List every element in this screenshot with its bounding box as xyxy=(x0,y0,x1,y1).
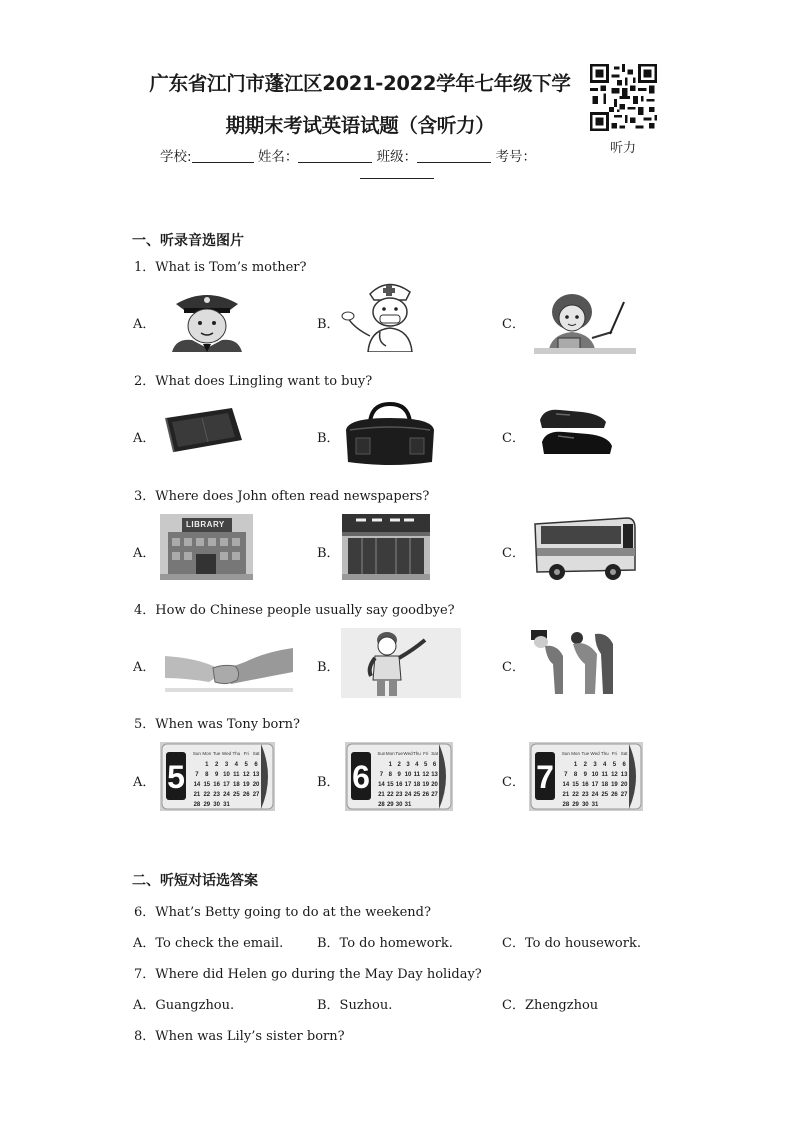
calendar-weekday: Sun xyxy=(561,751,570,756)
question-6: 6．What’s Betty going to do at the weekend? xyxy=(134,905,431,920)
calendar-weekday: Thu xyxy=(600,751,609,756)
calendar-day: 18 xyxy=(233,782,240,788)
calendar-day: 23 xyxy=(395,792,403,798)
calendar-day: 26 xyxy=(242,792,250,798)
option-b-label: B． xyxy=(317,431,340,446)
doctor-picture[interactable] xyxy=(340,278,428,352)
calendar-day: 28 xyxy=(562,802,570,808)
calendar-day: 27 xyxy=(620,792,628,798)
calendar-day: 8 xyxy=(388,772,392,778)
calendar-day: 29 xyxy=(386,802,394,808)
handshake-picture[interactable] xyxy=(165,638,293,692)
bowing-picture[interactable] xyxy=(525,630,625,694)
calendar-day: 24 xyxy=(591,792,599,798)
calendar-day: 23 xyxy=(213,792,220,798)
calendar-day: 10 xyxy=(223,772,230,778)
calendar-day: 26 xyxy=(422,792,430,798)
calendar-day: 21 xyxy=(562,792,570,798)
id-label: 考号： xyxy=(495,149,536,165)
calendar-day: 22 xyxy=(386,792,394,798)
calendar-day: 14 xyxy=(193,782,201,788)
option-c-label: C． xyxy=(502,546,525,561)
calendar-day: 24 xyxy=(404,792,412,798)
name-field[interactable] xyxy=(298,148,372,163)
calendar-6-picture[interactable] xyxy=(345,742,453,811)
question-4: 4．How do Chinese people usually say goodbye? xyxy=(134,603,455,618)
bag-picture[interactable] xyxy=(342,400,438,468)
q7-option-c[interactable]: C．Zhengzhou xyxy=(502,998,599,1013)
calendar-weekday: Thu xyxy=(412,751,421,756)
student-info xyxy=(160,145,536,165)
calendar-weekday: Mon xyxy=(385,751,395,756)
calendar-day: 17 xyxy=(223,782,230,788)
calendar-day: 29 xyxy=(203,802,211,808)
calendar-day: 15 xyxy=(572,782,579,788)
option-b-label: B． xyxy=(317,546,340,561)
calendar-day: 18 xyxy=(601,782,609,788)
calendar-weekday: Mon xyxy=(202,751,212,756)
calendar-day: 19 xyxy=(422,782,430,788)
calendar-day: 9 xyxy=(397,772,401,778)
wallet-picture[interactable] xyxy=(162,404,246,456)
option-a-label: A． xyxy=(133,317,156,332)
calendar-day: 12 xyxy=(242,772,250,778)
calendar-day: 9 xyxy=(214,772,219,778)
calendar-day: 19 xyxy=(611,782,618,788)
calendar-day: 30 xyxy=(581,802,589,808)
calendar-weekday: Thu xyxy=(232,751,241,756)
calendar-day: 31 xyxy=(404,802,412,808)
calendar-day: 14 xyxy=(378,782,385,788)
calendar-weekday: Fri xyxy=(423,751,429,756)
calendar-day: 6 xyxy=(622,762,626,768)
question-5: 5．When was Tony born? xyxy=(134,717,300,732)
calendar-weekday: Wed xyxy=(590,751,600,756)
calendar-weekday: Tue xyxy=(212,751,221,756)
q7-option-a[interactable]: A．Guangzhou. xyxy=(133,998,235,1013)
calendar-day: 6 xyxy=(432,762,437,768)
waving-picture[interactable] xyxy=(341,628,461,698)
question-2: 2．What does Lingling want to buy? xyxy=(134,374,373,389)
calendar-day: 23 xyxy=(581,792,589,798)
option-c-label: C． xyxy=(502,660,525,675)
question-3: 3．Where does John often read newspapers? xyxy=(134,489,430,504)
bookstore-picture[interactable] xyxy=(342,514,430,580)
calendar-day: 30 xyxy=(395,802,403,808)
q6-option-b[interactable]: B．To do homework. xyxy=(317,936,453,951)
calendar-day: 30 xyxy=(213,802,220,808)
calendar-day: 13 xyxy=(252,772,260,778)
calendar-day: 25 xyxy=(413,792,421,798)
calendar-day: 2 xyxy=(583,762,587,768)
calendar-day: 7 xyxy=(195,772,199,778)
calendar-5-picture[interactable] xyxy=(160,742,275,811)
calendar-day: 21 xyxy=(193,792,201,798)
calendar-day: 8 xyxy=(573,772,578,778)
option-a-label: A． xyxy=(133,431,156,446)
calendar-day: 12 xyxy=(611,772,618,778)
calendar-day: 3 xyxy=(224,762,229,768)
calendar-day: 16 xyxy=(581,782,589,788)
calendar-month-number: 6 xyxy=(352,759,370,795)
calendar-day: 15 xyxy=(386,782,394,788)
calendar-day: 24 xyxy=(223,792,230,798)
calendar-day: 13 xyxy=(620,772,628,778)
section1-title: 一、听录音选图片 xyxy=(132,233,244,249)
calendar-weekday: Tue xyxy=(581,751,590,756)
calendar-day: 22 xyxy=(203,792,211,798)
calendar-day: 12 xyxy=(422,772,430,778)
calendar-day: 4 xyxy=(234,762,239,768)
calendar-day: 9 xyxy=(583,772,587,778)
calendar-weekday: Sun xyxy=(192,751,201,756)
police-officer-picture[interactable] xyxy=(168,288,246,352)
calendar-day: 5 xyxy=(244,762,248,768)
calendar-weekday: Sat xyxy=(620,751,628,756)
calendar-day: 31 xyxy=(591,802,599,808)
calendar-day: 27 xyxy=(252,792,260,798)
calendar-day: 4 xyxy=(603,762,607,768)
school-field[interactable] xyxy=(192,148,254,163)
option-b-label: B． xyxy=(317,660,340,675)
class-label: 班级： xyxy=(376,149,418,165)
calendar-day: 10 xyxy=(404,772,412,778)
calendar-weekday: Sat xyxy=(252,751,260,756)
calendar-day: 6 xyxy=(254,762,258,768)
calendar-day: 2 xyxy=(214,762,219,768)
question-8: 8．When was Lily’s sister born? xyxy=(134,1029,345,1044)
name-label: 姓名： xyxy=(257,149,299,165)
library-sign: LIBRARY xyxy=(186,520,225,529)
calendar-weekday: Fri xyxy=(243,751,249,756)
calendar-day: 11 xyxy=(233,772,240,778)
section2-title: 二、听短对话选答案 xyxy=(132,873,258,889)
bus-picture[interactable] xyxy=(533,514,637,582)
option-b-label: B． xyxy=(317,775,340,790)
calendar-day: 18 xyxy=(413,782,421,788)
option-c-label: C． xyxy=(502,775,525,790)
calendar-day: 20 xyxy=(620,782,628,788)
id-field[interactable] xyxy=(360,178,434,179)
question-1: 1．What is Tom’s mother? xyxy=(134,260,307,275)
library-picture[interactable] xyxy=(160,514,253,580)
calendar-day: 20 xyxy=(252,782,260,788)
qr-label: 听力 xyxy=(610,141,637,156)
calendar-day: 1 xyxy=(573,762,578,768)
qr-code-icon xyxy=(590,64,657,131)
option-c-label: C． xyxy=(502,431,525,446)
calendar-day: 19 xyxy=(242,782,250,788)
page-title-line1: 广东省江门市蓬江区2021-2022学年七年级下学 xyxy=(149,72,571,95)
calendar-weekday: Wed xyxy=(403,751,413,756)
calendar-day: 25 xyxy=(601,792,609,798)
teacher-picture[interactable] xyxy=(534,292,636,354)
calendar-day: 4 xyxy=(415,762,419,768)
calendar-day: 11 xyxy=(601,772,608,778)
calendar-day: 21 xyxy=(378,792,385,798)
calendar-day: 16 xyxy=(213,782,220,788)
calendar-weekday: Mon xyxy=(571,751,580,756)
calendar-day: 28 xyxy=(378,802,385,808)
question-7: 7．Where did Helen go during the May Day holiday? xyxy=(134,967,482,982)
option-a-label: A． xyxy=(133,775,156,790)
calendar-day: 14 xyxy=(562,782,570,788)
calendar-month-number: 5 xyxy=(167,759,185,795)
calendar-day: 20 xyxy=(431,782,438,788)
option-a-label: A． xyxy=(133,546,156,561)
calendar-day: 2 xyxy=(397,762,401,768)
calendar-day: 7 xyxy=(379,772,384,778)
calendar-day: 15 xyxy=(203,782,211,788)
calendar-day: 11 xyxy=(413,772,421,778)
calendar-day: 3 xyxy=(593,762,597,768)
class-field[interactable] xyxy=(417,148,491,163)
calendar-day: 22 xyxy=(572,792,579,798)
option-b-label: B． xyxy=(317,317,340,332)
calendar-day: 25 xyxy=(233,792,240,798)
q6-option-c[interactable]: C．To do housework. xyxy=(502,936,641,951)
calendar-day: 8 xyxy=(205,772,209,778)
calendar-day: 31 xyxy=(223,802,230,808)
calendar-day: 13 xyxy=(431,772,438,778)
calendar-day: 3 xyxy=(406,762,410,768)
calendar-weekday: Tue xyxy=(395,751,403,756)
calendar-day: 1 xyxy=(205,762,209,768)
calendar-day: 10 xyxy=(591,772,599,778)
shoes-picture[interactable] xyxy=(534,402,614,462)
calendar-day: 26 xyxy=(611,792,618,798)
option-a-label: A． xyxy=(133,660,156,675)
calendar-day: 5 xyxy=(424,762,428,768)
calendar-day: 1 xyxy=(388,762,392,768)
calendar-weekday: Sun xyxy=(377,751,386,756)
page-title-line2: 期期末考试英语试题（含听力） xyxy=(225,114,495,137)
calendar-day: 29 xyxy=(572,802,579,808)
calendar-weekday: Wed xyxy=(221,751,232,756)
calendar-day: 28 xyxy=(193,802,201,808)
calendar-day: 7 xyxy=(564,772,568,778)
q6-option-a[interactable]: A．To check the email. xyxy=(133,936,284,951)
q7-option-b[interactable]: B．Suzhou. xyxy=(317,998,393,1013)
school-label: 学校: xyxy=(160,149,192,165)
calendar-month-number: 7 xyxy=(536,759,554,795)
calendar-day: 17 xyxy=(404,782,412,788)
calendar-weekday: Sat xyxy=(431,751,438,756)
option-c-label: C． xyxy=(502,317,525,332)
calendar-day: 5 xyxy=(612,762,617,768)
calendar-day: 17 xyxy=(591,782,599,788)
calendar-day: 16 xyxy=(395,782,403,788)
calendar-weekday: Fri xyxy=(611,751,618,756)
calendar-7-picture[interactable] xyxy=(529,742,643,811)
calendar-day: 27 xyxy=(431,792,438,798)
